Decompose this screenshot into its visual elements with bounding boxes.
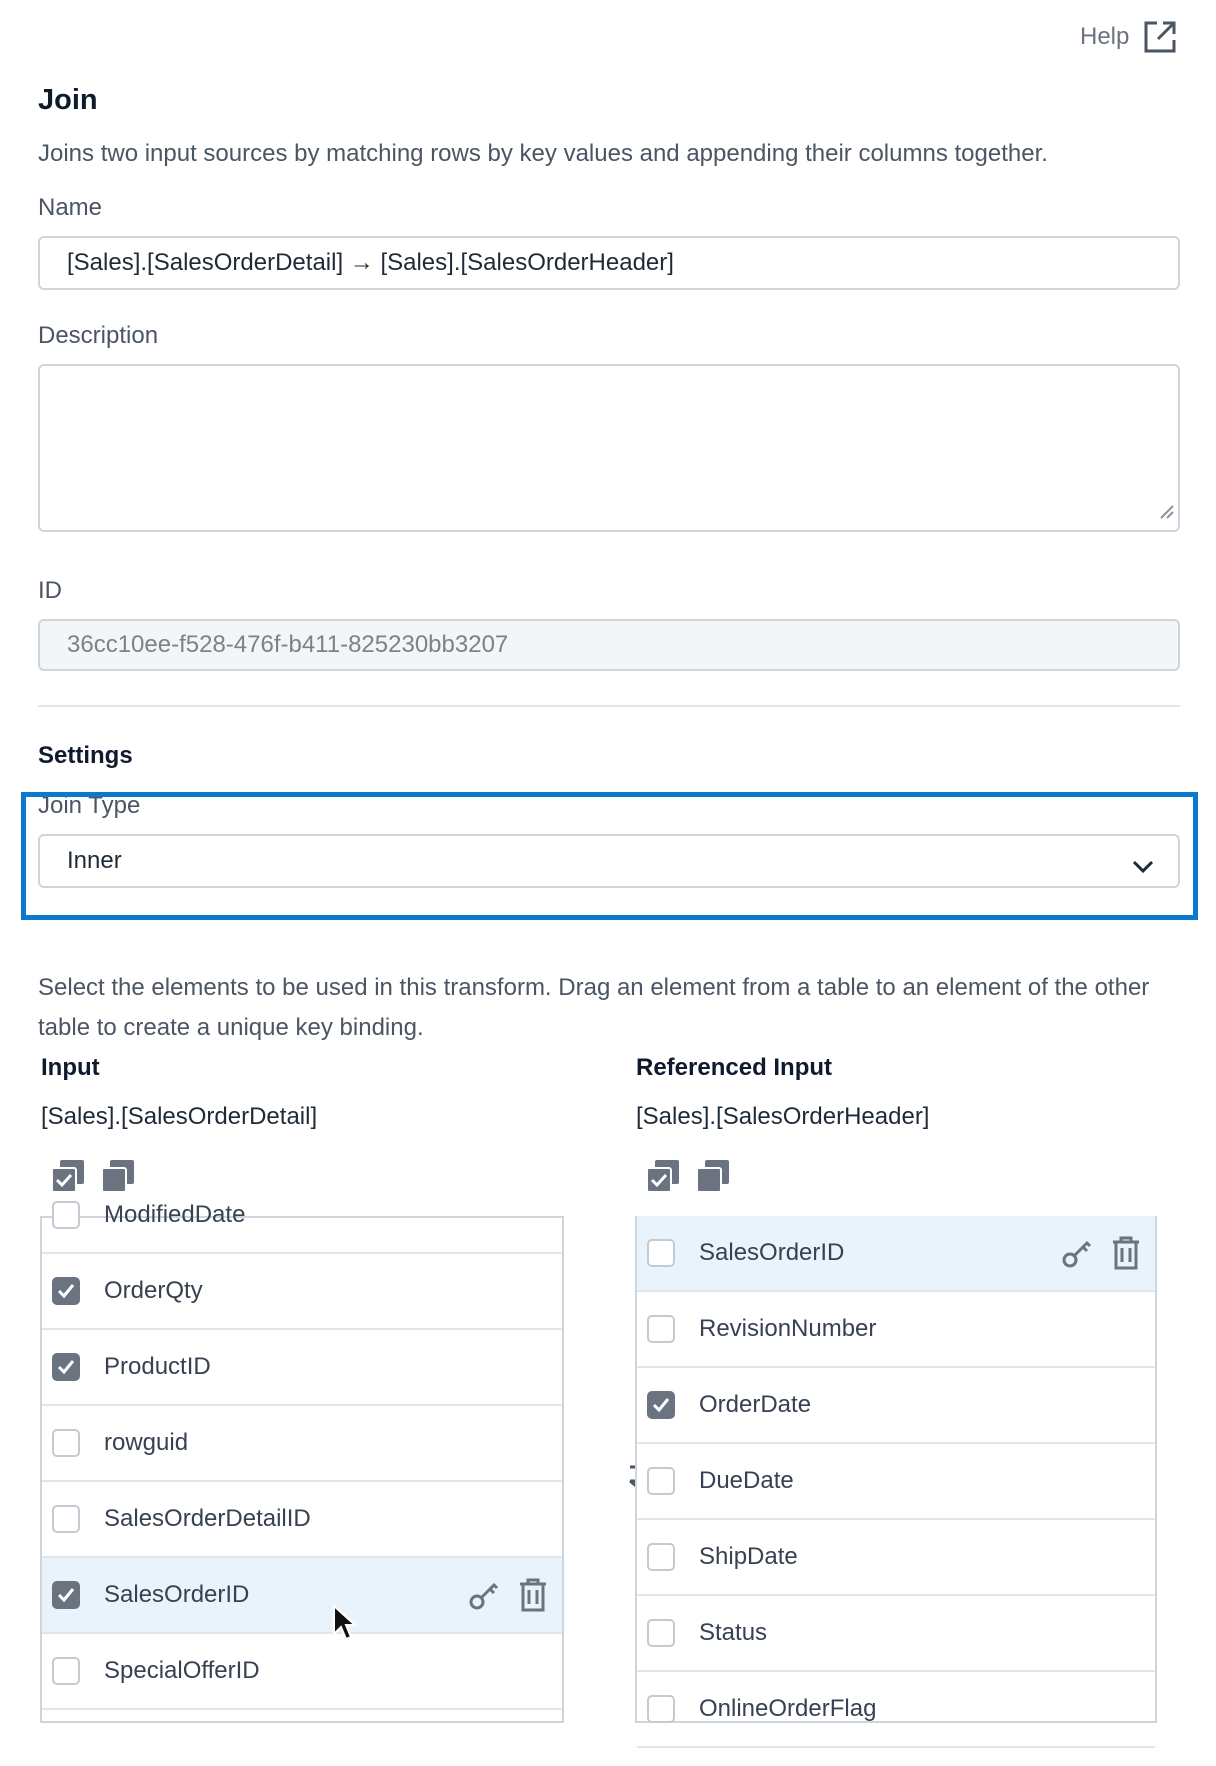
list-item[interactable] [637, 1216, 1155, 1292]
list-item[interactable] [42, 1330, 562, 1406]
list-item[interactable] [637, 1444, 1155, 1520]
referenced-input-bulk-actions [645, 1158, 731, 1199]
checkbox[interactable] [52, 1353, 80, 1381]
list-item-label: ShipDate [699, 1543, 798, 1570]
help-label: Help [1080, 23, 1130, 50]
help-link[interactable] [1080, 20, 1177, 54]
settings-heading: Settings [38, 742, 133, 769]
description-field[interactable] [38, 364, 1180, 532]
list-item-label: SalesOrderID [104, 1581, 250, 1608]
input-heading: Input [41, 1054, 100, 1081]
checkbox[interactable] [647, 1315, 675, 1343]
external-link-icon [1143, 20, 1177, 54]
list-item-label: OrderQty [104, 1277, 203, 1304]
row-actions [468, 1578, 548, 1619]
name-label: Name [38, 194, 103, 221]
id-field [38, 619, 1180, 671]
referenced-input-heading: Referenced Input [636, 1054, 833, 1081]
instructions-text: Select the elements to be used in this transform. Drag an element from a table to an element of the other table to create a unique key binding. [38, 974, 1150, 1041]
list-item[interactable] [42, 1634, 562, 1710]
list-item[interactable] [42, 1178, 562, 1254]
checkmark-icon [56, 1585, 76, 1605]
checkmark-icon [56, 1357, 76, 1377]
id-label: ID [38, 577, 62, 604]
checkbox[interactable] [52, 1505, 80, 1533]
list-item[interactable] [637, 1292, 1155, 1368]
resize-grip-icon[interactable] [1158, 498, 1174, 526]
list-item-label: Status [699, 1619, 768, 1646]
list-item[interactable] [42, 1558, 562, 1634]
list-item[interactable] [637, 1368, 1155, 1444]
deselect-all-icon[interactable] [695, 1158, 731, 1199]
list-item[interactable] [42, 1254, 562, 1330]
name-value: [Sales].[SalesOrderDetail] → [Sales].[SalesOrderHeader] [67, 249, 674, 276]
list-item[interactable] [637, 1672, 1155, 1748]
list-item-label: SalesOrderID [699, 1239, 845, 1266]
checkbox[interactable] [647, 1619, 675, 1647]
list-item-label: SalesOrderDetailID [104, 1505, 311, 1532]
list-item[interactable] [42, 1406, 562, 1482]
list-item-label: ProductID [104, 1353, 211, 1380]
list-item-label: DueDate [699, 1467, 794, 1494]
row-actions [1061, 1236, 1141, 1277]
checkmark-icon [651, 1395, 671, 1415]
list-item-label: RevisionNumber [699, 1315, 877, 1342]
checkbox[interactable] [52, 1657, 80, 1685]
list-item-label: rowguid [104, 1429, 189, 1456]
list-item-label: OnlineOrderFlag [699, 1695, 877, 1722]
join-type-value: Inner [67, 847, 122, 874]
delete-icon[interactable] [518, 1578, 548, 1619]
join-type-label: Join Type [38, 792, 141, 819]
page-title: Join [38, 84, 98, 116]
page-description: Joins two input sources by matching rows by key values and appending their columns together. [38, 140, 1048, 167]
checkbox[interactable] [52, 1277, 80, 1305]
join-type-highlight [21, 792, 1198, 920]
list-item-label: OrderDate [699, 1391, 812, 1418]
checkbox[interactable] [647, 1239, 675, 1267]
checkmark-icon [56, 1281, 76, 1301]
description-label: Description [38, 322, 159, 349]
key-icon[interactable] [468, 1579, 500, 1618]
delete-icon[interactable] [1111, 1236, 1141, 1277]
list-item-label: ModifiedDate [104, 1201, 246, 1228]
id-value: 36cc10ee-f528-476f-b411-825230bb3207 [67, 631, 509, 658]
list-item[interactable] [637, 1520, 1155, 1596]
divider [38, 705, 1180, 707]
list-item-label: SpecialOfferID [104, 1657, 260, 1684]
name-field[interactable] [38, 236, 1180, 290]
checkbox[interactable] [52, 1581, 80, 1609]
checkbox[interactable] [52, 1429, 80, 1457]
input-element-list[interactable] [40, 1201, 564, 1723]
select-all-icon[interactable] [645, 1158, 681, 1199]
list-item[interactable] [42, 1482, 562, 1558]
checkbox[interactable] [647, 1467, 675, 1495]
list-item[interactable] [637, 1596, 1155, 1672]
referenced-input-element-list[interactable] [635, 1216, 1157, 1723]
input-source: [Sales].[SalesOrderDetail] [41, 1103, 318, 1130]
checkbox[interactable] [52, 1201, 80, 1229]
checkbox[interactable] [647, 1695, 675, 1723]
referenced-input-source: [Sales].[SalesOrderHeader] [636, 1103, 930, 1130]
key-icon[interactable] [1061, 1237, 1093, 1276]
checkbox[interactable] [647, 1391, 675, 1419]
checkbox[interactable] [647, 1543, 675, 1571]
mouse-cursor-icon [332, 1604, 358, 1647]
